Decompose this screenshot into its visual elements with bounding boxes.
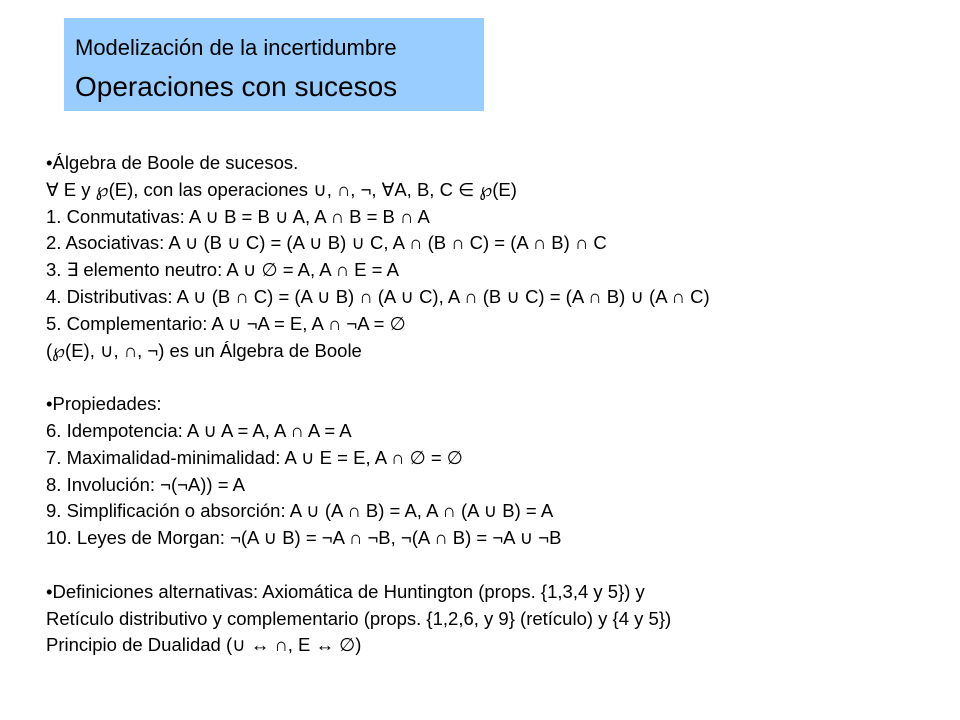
section-boole-algebra — [46, 150, 946, 364]
property-maximality: 7. Maximalidad-minimalidad: A ∪ E = E, A ∩ ∅ = ∅ — [46, 446, 463, 468]
boole-definition-line: ∀ E y ℘(E), con las operaciones ∪, ∩, ¬, ∀A, B, C ∈ ℘(E) — [46, 178, 517, 200]
slide-title: Operaciones con sucesos — [75, 71, 398, 102]
axiom-neutral-element: 3. ∃ elemento neutro: A ∪ ∅ = A, A ∩ E = A — [46, 259, 399, 281]
alternative-huntington: •Definiciones alternativas: Axiomática de Huntington (props. {1,3,4 y 5}) y — [46, 580, 645, 602]
duality-principle: Principio de Dualidad (∪ ↔ ∩, E ↔ ∅) — [46, 634, 362, 656]
spacer — [46, 364, 946, 391]
alternative-lattice: Retículo distributivo y complementario (props. {1,2,6, y 9} (retículo) y {4 y 5}) — [46, 607, 672, 629]
property-involution: 8. Involución: ¬(¬A)) = A — [46, 473, 245, 495]
axiom-distributive: 4. Distributivas: A ∪ (B ∩ C) = (A ∪ B) ∩ (A ∪ C), A ∩ (B ∪ C) = (A ∩ B) ∪ (A ∩ C) — [46, 285, 710, 307]
spacer — [46, 552, 946, 579]
bullet-boole-heading: •Álgebra de Boole de sucesos. — [46, 152, 299, 173]
property-absorption: 9. Simplificación o absorción: A ∪ (A ∩ B) = A, A ∩ (A ∪ B) = A — [46, 500, 554, 522]
bullet-properties-heading: •Propiedades: — [46, 393, 162, 415]
boole-conclusion: (℘(E), ∪, ∩, ¬) es un Álgebra de Boole — [46, 339, 362, 361]
section-properties — [46, 391, 946, 552]
title-box — [64, 18, 484, 111]
axiom-associative: 2. Asociativas: A ∪ (B ∪ C) = (A ∪ B) ∪ C, A ∩ (B ∩ C) = (A ∩ B) ∩ C — [46, 232, 607, 254]
axiom-commutative: 1. Conmutativas: A ∪ B = B ∪ A, A ∩ B = B ∩ A — [46, 205, 430, 227]
section-alternatives — [46, 579, 946, 659]
property-idempotence: 6. Idempotencia: A ∪ A = A, A ∩ A = A — [46, 419, 352, 441]
axiom-complement: 5. Complementario: A ∪ ¬A = E, A ∩ ¬A = ∅ — [46, 312, 406, 334]
slide-body — [46, 150, 946, 659]
property-de-morgan: 10. Leyes de Morgan: ¬(A ∪ B) = ¬A ∩ ¬B, ¬(A ∩ B) = ¬A ∪ ¬B — [46, 527, 562, 549]
slide-subtitle: Modelización de la incertidumbre — [75, 35, 397, 60]
